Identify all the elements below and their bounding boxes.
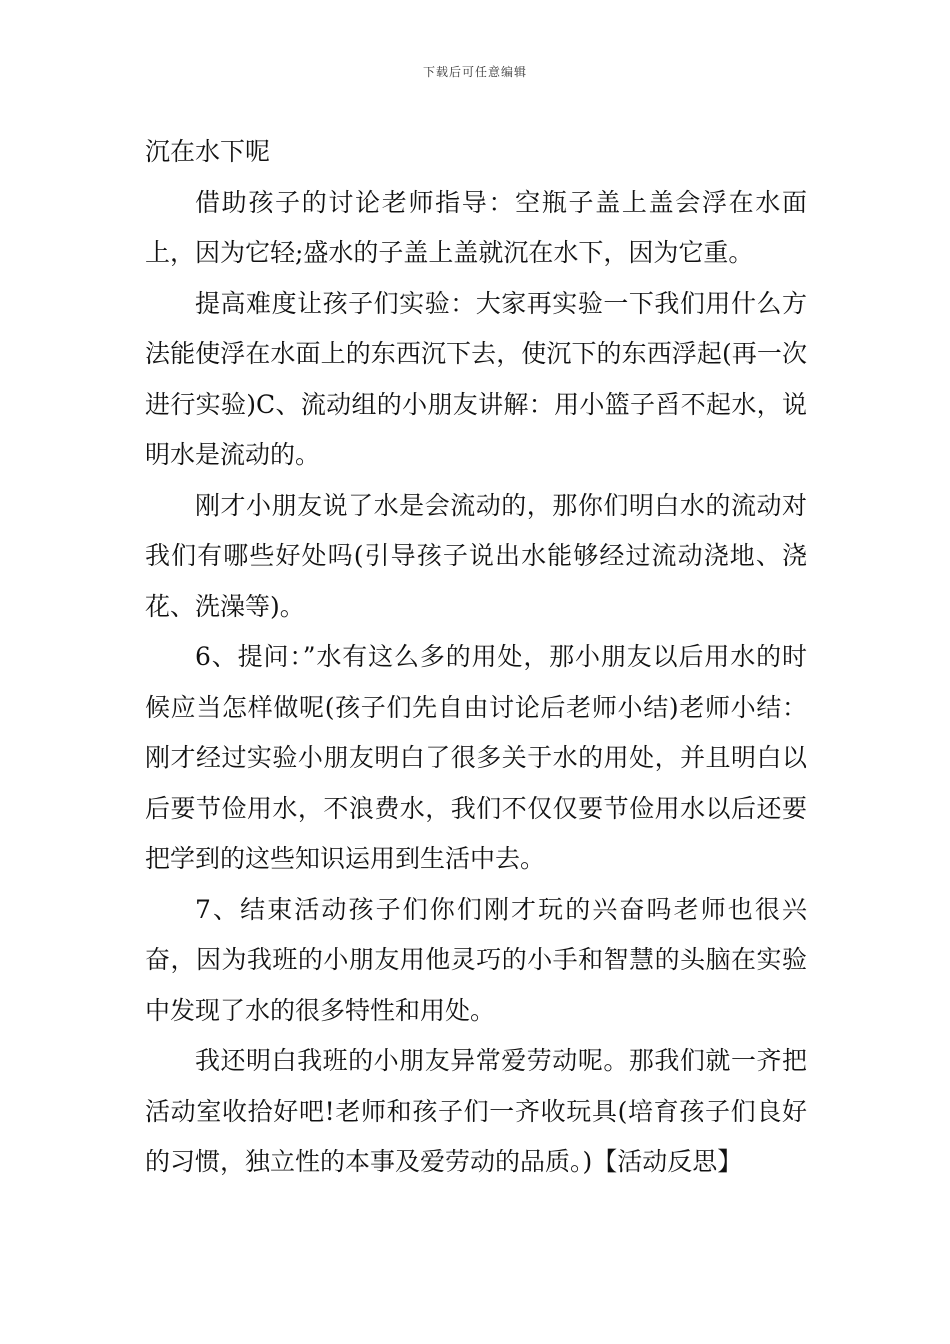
paragraph-6: 7、结束活动孩子们你们刚才玩的兴奋吗老师也很兴奋，因为我班的小朋友用他灵巧的小手和智慧的头脑在实验中发现了水的很多特性和用处。 [145,894,807,1025]
paragraph-7: 我还明白我班的小朋友异常爱劳动呢。那我们就一齐把活动室收拾好吧!老师和孩子们一齐收玩具(培育孩子们良好的习惯，独立性的本事及爱劳动的品质。)【活动反思】 [145,1046,807,1176]
paragraph-1: 沉在水下呢 [145,137,271,166]
document-body [145,127,807,1188]
paragraph-2: 借助孩子的讨论老师指导：空瓶子盖上盖会浮在水面上，因为它轻;盛水的子盖上盖就沉在水下，因为它重。 [145,187,807,267]
paragraph-4: 刚才小朋友说了水是会流动的，那你们明白水的流动对我们有哪些好处吗(引导孩子说出水能够经过流动浇地、浇花、洗澡等)。 [145,490,807,621]
paragraph-3: 提高难度让孩子们实验：大家再实验一下我们用什么方法能使浮在水面上的东西沉下去，使沉下的东西浮起(再一次进行实验)C、流动组的小朋友讲解：用小篮子舀不起水，说明水是流动的。 [145,288,807,469]
page-header: 下载后可任意编辑 [422,65,527,79]
paragraph-5: 6、提问：”水有这么多的用处，那小朋友以后用水的时候应当怎样做呢(孩子们先自由讨论后老师小结)老师小结：刚才经过实验小朋友明白了很多关于水的用处，并且明白以后要节俭用水，不浪费水，我们不仅仅要节俭用水以后还要把学到的这些知识运用到生活中去。 [145,642,807,873]
